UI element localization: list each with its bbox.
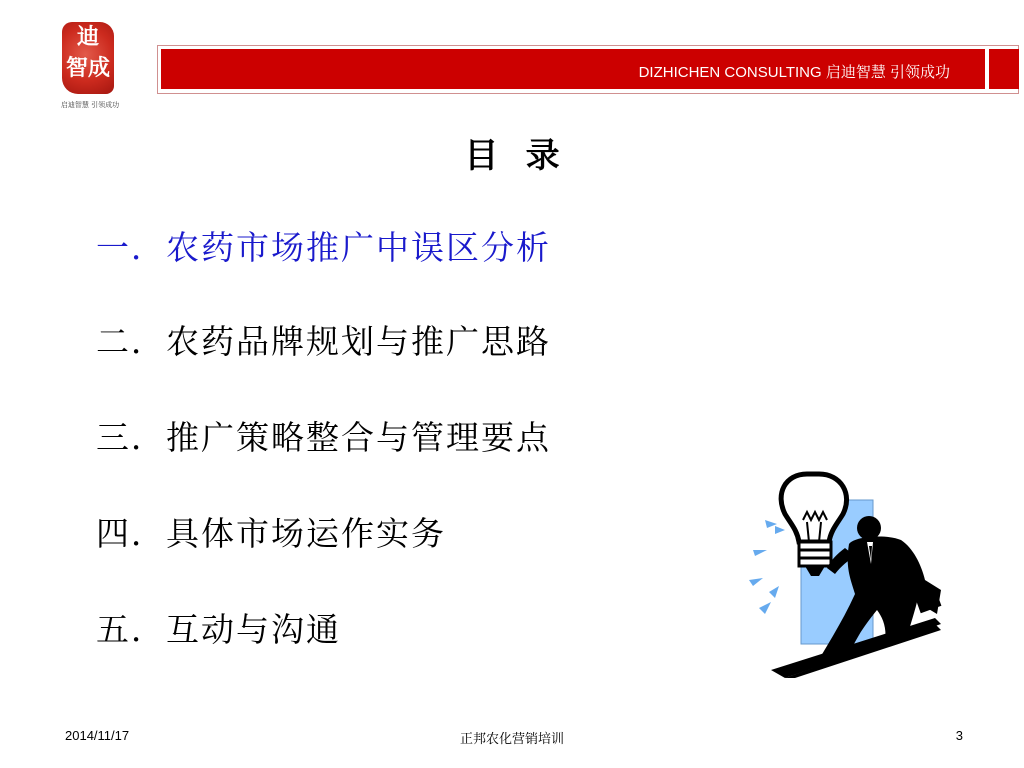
logo-seal bbox=[62, 22, 114, 94]
header-text: DIZHICHEN CONSULTING 启迪智慧 引领成功 bbox=[638, 64, 950, 81]
header-bar bbox=[157, 45, 1024, 93]
toc-item-5[interactable]: 五．互动与沟通 bbox=[96, 610, 341, 649]
logo-line-2: 智成 bbox=[65, 55, 110, 81]
toc-item-4[interactable]: 四．具体市场运作实务 bbox=[96, 514, 446, 553]
logo-line-1: 迪 bbox=[76, 24, 99, 50]
page-number: 3 bbox=[955, 728, 963, 743]
company-logo bbox=[50, 18, 130, 112]
toc-item-1[interactable]: 一．农药市场推广中误区分析 bbox=[96, 228, 551, 267]
logo-slogan: 启迪智慧 引领成功 bbox=[60, 101, 120, 109]
page-title: 目录 bbox=[464, 136, 587, 176]
businessman-lightbulb-icon bbox=[745, 468, 950, 678]
toc-item-2[interactable]: 二．农药品牌规划与推广思路 bbox=[96, 322, 551, 361]
footer-date: 2014/11/17 bbox=[65, 728, 130, 743]
footer-title: 正邦农化营销培训 bbox=[459, 732, 564, 747]
header-tab bbox=[989, 49, 1019, 89]
toc-item-3[interactable]: 三．推广策略整合与管理要点 bbox=[96, 418, 551, 457]
